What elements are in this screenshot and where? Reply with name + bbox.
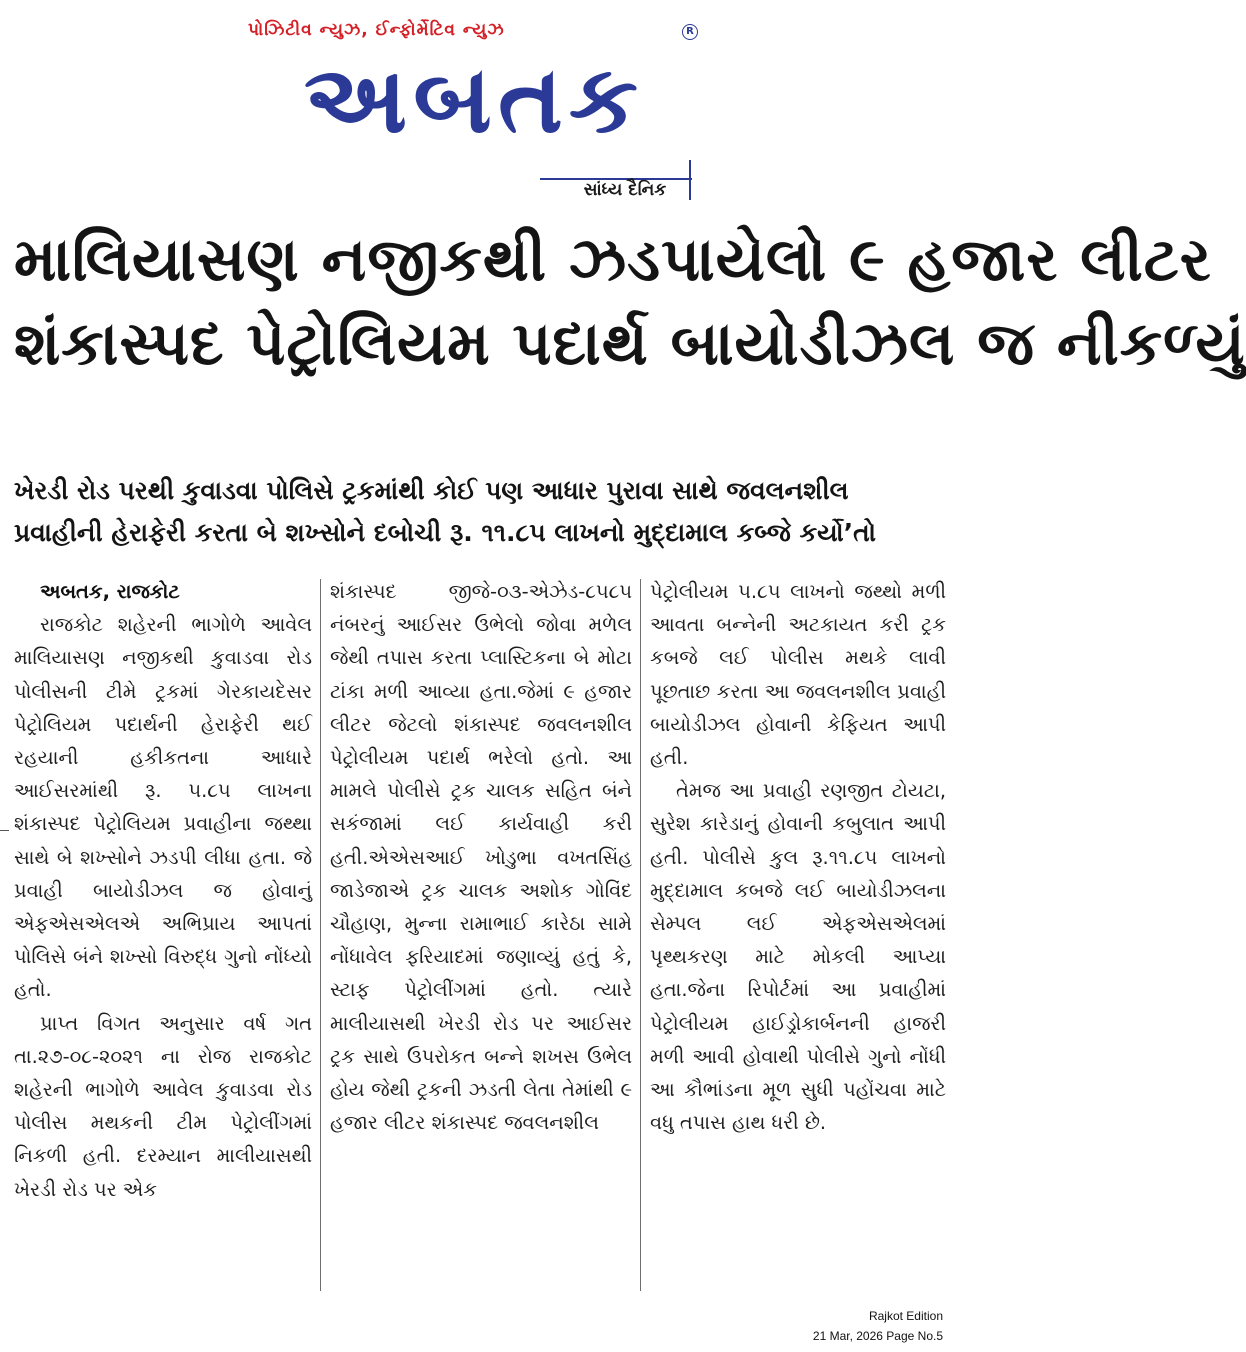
article-body — [14, 575, 945, 1295]
article-column-3 — [650, 575, 946, 1295]
sub-headline — [14, 470, 940, 554]
article-paragraph: રાજકોટ શહેરની ભાગોળે આવેલ માલિયાસણ નજીકથી કુવાડવા રોડ પોલીસની ટીમે ટ્રકમાં ગેરકાયદેસર પેટ્રોલિયમ પદાર્થની હેરાફેરી થઈ રહયાની હકીકતના આધારે આઈસરમાંથી રૂ. ૫.૮૫ લાખના શંકાસ્પદ પેટ્રોલિયમ પ્રવાહીના જથ્થા સાથે બે શખ્સોને ઝડપી લીધા હતા. જે પ્રવાહી બાયોડીઝલ જ હોવાનું એફએસએલએ અભિપ્રાય આપતાં પોલિસે બંને શખ્સો વિરુદ્ધ ગુનો નોંધ્યો હતો. — [14, 613, 312, 1002]
sub-headline-line-2: પ્રવાહીની હેરાફેરી કરતા બે શખ્સોને દબોચી રૂ. ૧૧.૮૫ લાખનો મુદ્દામાલ કબ્જે કર્યો’તો — [14, 518, 876, 547]
article-column-1 — [14, 575, 312, 1295]
edition-name: Rajkot Edition — [868, 1309, 943, 1323]
column-divider — [320, 579, 321, 1291]
article-paragraph: પ્રાપ્ત વિગત અનુસાર વર્ષ ગત તા.૨૭-૦૮-૨૦૨૧ ના રોજ રાજકોટ શહેરની ભાગોળે આવેલ કુવાડવા રોડ પોલીસ મથકની ટીમ પેટ્રોલીંગમાં નિકળી હતી. દરમ્યાન માલીયાસથી ખેરડી રોડ પર એક — [14, 1011, 312, 1201]
column-divider — [640, 579, 641, 1291]
edition-info — [783, 1306, 943, 1346]
headline — [14, 218, 1246, 386]
article-paragraph: શંકાસ્પદ જીજે-૦૩-એઝેડ-૮૫૮૫ નંબરનું આઈસર ઉભેલો જોવા મળેલ જેથી તપાસ કરતા પ્લાસ્ટિકના બે મોટા ટાંકા મળી આવ્યા હતા.જેમાં ૯ હજાર લીટર જેટલો શંકાસ્પદ જવલનશીલ પેટ્રોલીયમ પદાર્થ ભરેલો હતો. આ મામલે પોલીસે ટ્રક ચાલક સહિત બંને સકંજામાં લઈ કાર્યવાહી કરી હતી.એએસઆઈ ખોડુભા વખતસિંહ જાડેજાએ ટ્રક ચાલક અશોક ગોવિંદ ચૌહાણ, મુન્ના રામાભાઈ કારેઠા સામે નોંધાવેલ ફરિયાદમાં જણાવ્યું હતું કે, સ્ટાફ પેટ્રોલીંગમાં હતો. ત્યારે માલીયાસથી ખેરડી રોડ પર આઈસર ટ્રક સાથે ઉપરોકત બન્ને શખસ ઉભેલ હોય જેથી ટ્રકની ઝડતી લેતા તેમાંથી ૯ હજાર લીટર શંકાસ્પદ જવલનશીલ — [330, 580, 632, 1135]
headline-line-2: શંકાસ્પદ પેટ્રોલિયમ પદાર્થ બાયોડીઝલ જ નીકળ્યું — [14, 309, 1246, 379]
tagline: પોઝિટીવ ન્યુઝ, ઈન્ફોર્મેટિવ ન્યુઝ — [248, 20, 505, 40]
edition-date-page: 21 Mar, 2026 Page No.5 — [812, 1329, 943, 1343]
headline-line-1: માલિયાસણ નજીકથી ઝડપાયેલો ૯ હજાર લીટર — [14, 225, 1212, 295]
masthead — [0, 0, 951, 212]
article-paragraph: તેમજ આ પ્રવાહી રણજીત ટોયટા, સુરેશ કારેડાનું હોવાની કબુલાત આપી હતી. પોલીસે કુલ રૂ.૧૧.૮૫ લાખનો મુદ્દામાલ કબજે લઈ બાયોડીઝલના સેમ્પલ લઈ એફએસએલમાં પૃથ્થકરણ માટે મોકલી આપ્યા હતા.જેના રિપોર્ટમાં આ પ્રવાહીમાં પેટ્રોલીયમ હાઈડ્રોકાર્બનની હાજરી મળી આવી હોવાથી પોલીસે ગુનો નોંધી આ કૌભાંડના મૂળ સુધી પહોંચવા માટે વધુ તપાસ હાથ ધરી છે. — [650, 779, 946, 1135]
masthead-subtitle: સાંધ્ય દૈનિક — [583, 180, 667, 200]
newspaper-logo: અબતક — [303, 45, 645, 155]
article-paragraph: પેટ્રોલીયમ ૫.૮૫ લાખનો જથ્થો મળી આવતા બન્નેની અટકાયત કરી ટ્રક કબજે લઈ પોલીસ મથકે લાવી પૂછતાછ કરતા આ જવલનશીલ પ્રવાહી બાયોડીઝલ હોવાની કેફિયત આપી હતી. — [650, 580, 946, 770]
dateline: અબતક, રાજકોટ — [40, 580, 180, 603]
fold-mark — [0, 830, 9, 831]
registered-mark-icon: R — [682, 24, 698, 40]
article-column-2 — [330, 575, 632, 1295]
sub-headline-line-1: ખેરડી રોડ પરથી કુવાડવા પોલિસે ટ્રકમાંથી કોઈ પણ આધાર પુરાવા સાથે જવલનશીલ — [14, 476, 849, 505]
